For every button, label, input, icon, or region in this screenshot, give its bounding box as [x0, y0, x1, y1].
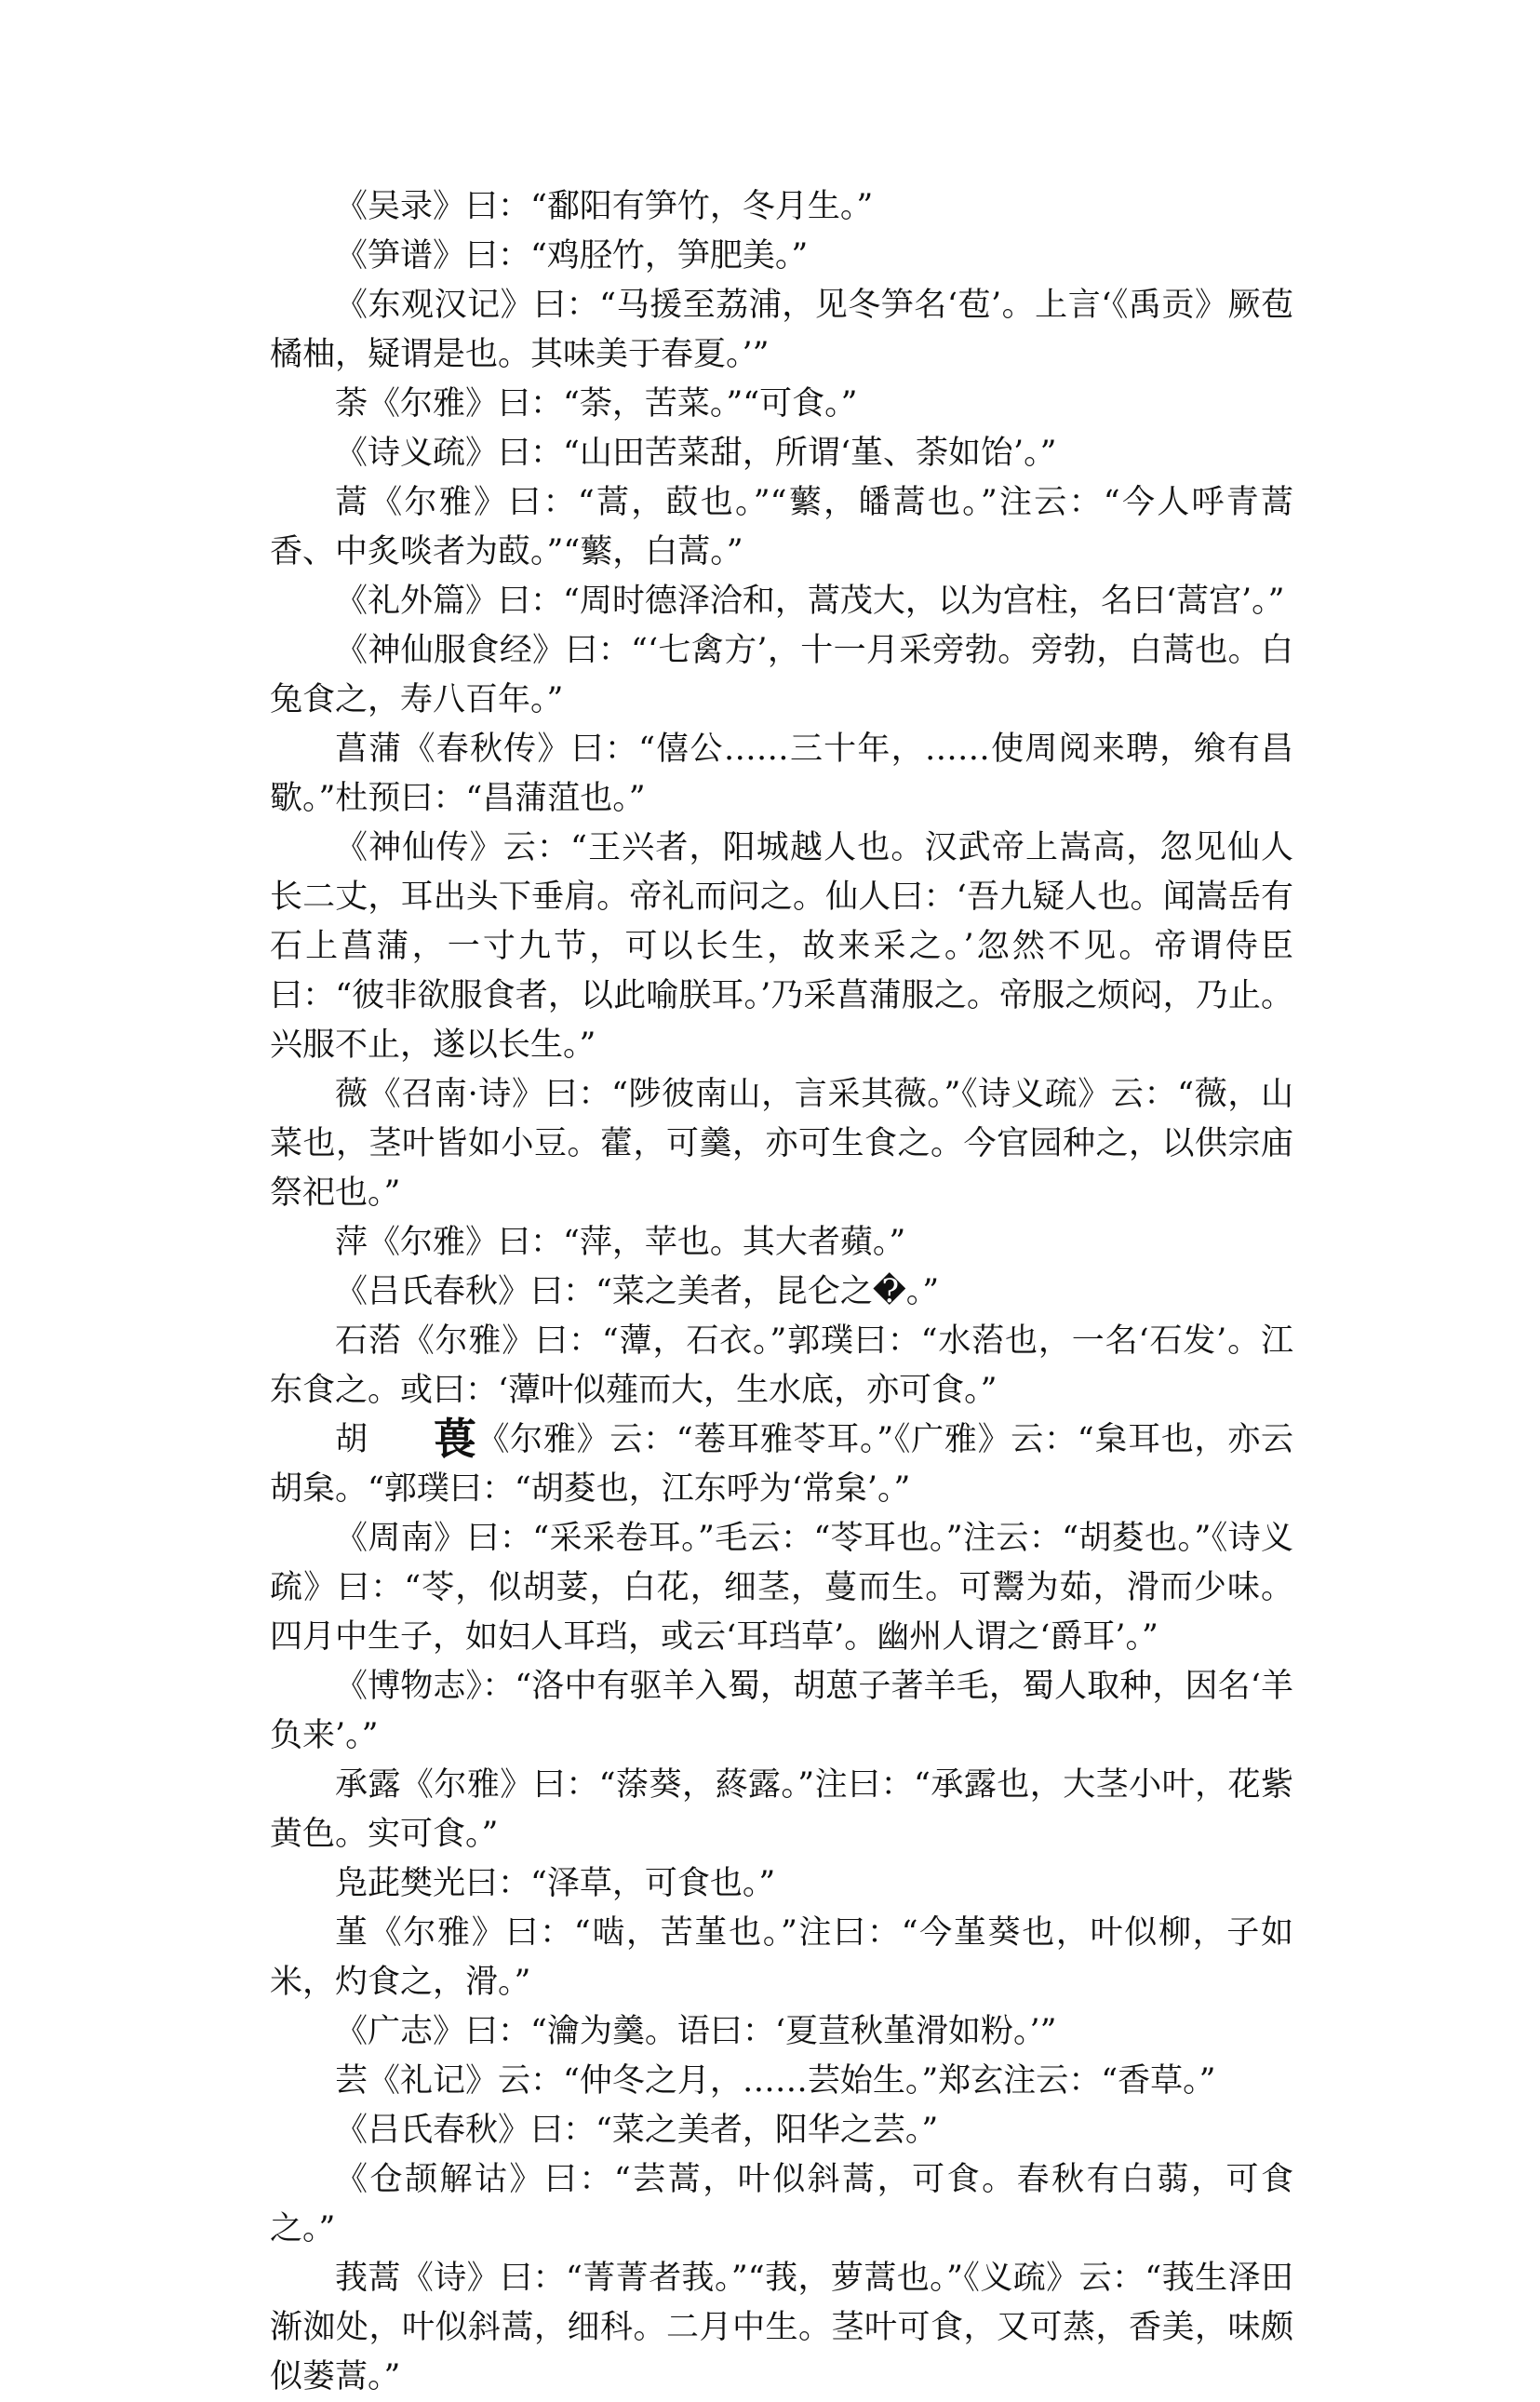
paragraph: 堇《尔雅》曰：“啮，苦堇也。”注曰：“今堇葵也，叶似柳，子如米，灼食之，滑。” [270, 1914, 1293, 2001]
paragraph: 蒿《尔雅》曰：“蒿，菣也。”“蘩，皤蒿也。”注云：“今人呼青蒿香、中炙啖者为菣。”“蘩，白蒿。” [270, 484, 1293, 570]
paragraph: 《博物志》：“洛中有驱羊入蜀，胡葸子著羊毛，蜀人取种，因名‘羊负来’。” [270, 1668, 1293, 1754]
paragraph: 《神仙传》云：“王兴者，阳城越人也。汉武帝上嵩高，忽见仙人长二丈，耳出头下垂肩。帝礼而问之。仙人曰：‘吾九疑人也。闻嵩岳有石上菖蒲，一寸九节，可以长生，故来采之。’忽然不见。帝谓侍臣曰：“彼非欲服食者，以此喻朕耳。’乃采菖蒲服之。帝服之烦闷，乃止。兴服不止，遂以长生。” [270, 829, 1293, 1064]
paragraph: 《吕氏春秋》曰：“菜之美者，昆仑之�。” [335, 1273, 940, 1310]
text-body [270, 182, 1293, 2402]
paragraph: 菖蒲《春秋传》曰：“僖公……三十年，……使周阅来聘，飨有昌歜。”杜预曰：“昌蒲菹也。” [270, 731, 1293, 817]
paragraph: 《东观汉记》曰：“马援至荔浦，见冬笋名‘苞’。上言‘《禹贡》厥苞橘柚，疑谓是也。其味美于春夏。’” [270, 287, 1293, 373]
paragraph: 石菭《尔雅》曰：“藫，石衣。”郭璞曰：“水菭也，一名‘石发’。江东食之。或曰：‘藫叶似薤而大，生水底，亦可食。” [270, 1322, 1293, 1409]
paragraph: 《笋谱》曰：“鸡胫竹，笋肥美。” [335, 237, 809, 275]
paragraph: 《周南》曰：“采采卷耳。”毛云：“苓耳也。”注云：“胡荾也。”《诗义疏》曰：“苓，似胡荽，白花，细茎，蔓而生。可鬻为茹，滑而少味。四月中生子，如妇人耳珰，或云‘耳珰草’。幽州人谓之‘爵耳’。” [270, 1520, 1293, 1656]
paragraph: 承露《尔雅》曰：“蒤葵，蔠露。”注曰：“承露也，大茎小叶，花紫黄色。实可食。” [270, 1766, 1293, 1853]
paragraph: 《仓颉解诂》曰：“芸蒿，叶似斜蒿，可食。春秋有白蒻，可食之。” [270, 2161, 1293, 2248]
paragraph: 凫茈樊光曰：“泽草，可食也。” [335, 1865, 776, 1902]
paragraph-lead: 胡 [335, 1421, 368, 1458]
paragraph: 《吴录》曰：“鄱阳有笋竹，冬月生。” [335, 188, 874, 225]
paragraph: 荼《尔雅》曰：“荼，苦菜。”“可食。” [335, 385, 858, 423]
paragraph: 《礼外篇》曰：“周时德泽洽和，蒿茂大，以为宫柱，名曰‘蒿宫’。” [335, 583, 1285, 620]
paragraph: 薇《召南·诗》曰：“陟彼南山，言采其薇。”《诗义疏》云：“薇，山菜也，茎叶皆如小豆。藿，可羹，亦可生食之。今官园种之，以供宗庙祭祀也。” [270, 1076, 1293, 1212]
paragraph: 《神仙服食经》曰：“‘七禽方’，十一月采旁勃。旁勃，白蒿也。白兔食之，寿八百年。” [270, 632, 1293, 718]
paragraph: 芸《礼记》云：“仲冬之月，……芸始生。”郑玄注云：“香草。” [335, 2062, 1216, 2100]
paragraph: 莪蒿《诗》曰：“菁菁者莪。”“莪，萝蒿也。”《义疏》云：“莪生泽田渐洳处，叶似斜蒿，细科。二月中生。茎叶可食，又可蒸，香美，味颇似蒌蒿。” [270, 2260, 1293, 2395]
paragraph: 萍《尔雅》曰：“萍，苹也。其大者蘋。” [335, 1224, 906, 1261]
rare-character: 葨 [433, 1414, 476, 1464]
paragraph: 《吕氏春秋》曰：“菜之美者，阳华之芸。” [335, 2112, 939, 2149]
paragraph: 《诗义疏》曰：“山田苦菜甜，所谓‘堇、荼如饴’。” [335, 435, 1057, 472]
paragraph-rest: 《尔雅》云：“菤耳雅苓耳。”《广雅》云：“枲耳也，亦云胡枲。“郭璞曰：“胡荾也，江东呼为‘常枲’。” [270, 1421, 1293, 1508]
paragraph: 《广志》曰：“瀹为羹。语曰：‘夏荁秋堇滑如粉。’” [335, 2013, 1057, 2050]
paragraph [270, 1416, 1293, 1514]
